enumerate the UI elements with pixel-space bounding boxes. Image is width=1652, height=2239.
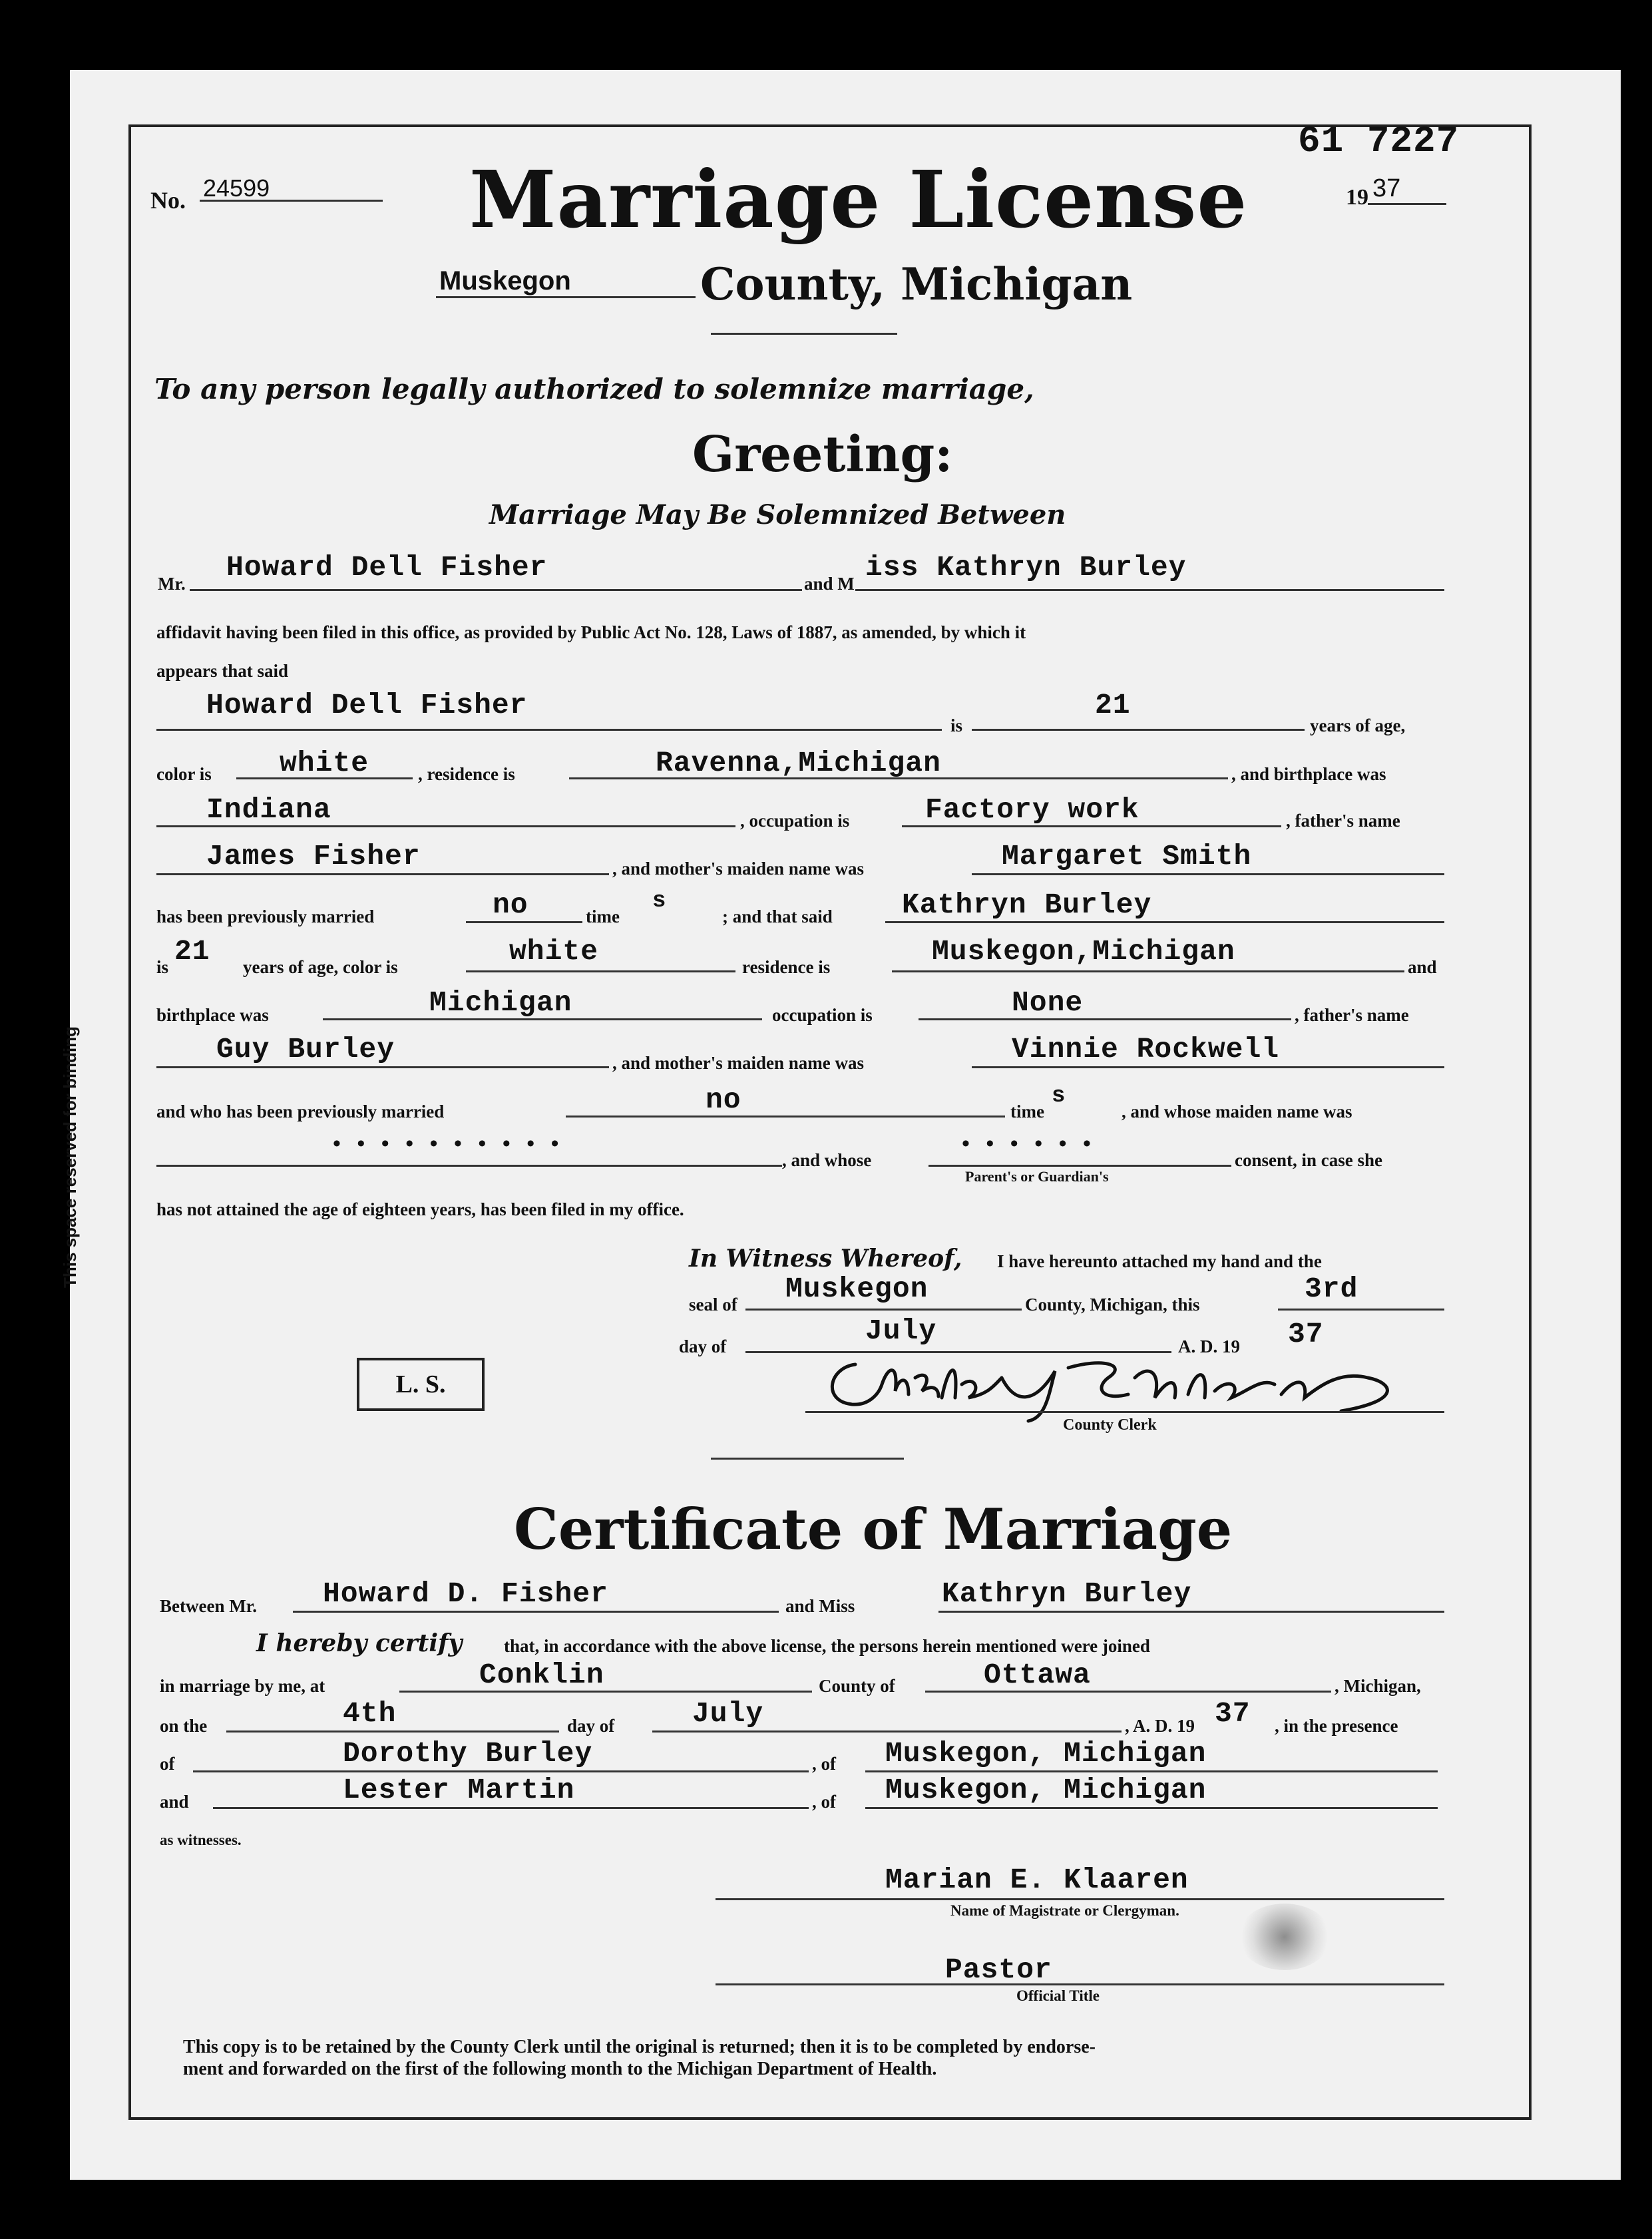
birthplace-was-label: birthplace was — [156, 1005, 269, 1025]
bride-mother: Vinnie Rockwell — [1012, 1033, 1280, 1066]
county-suffix: County, Michigan — [700, 258, 1133, 310]
cert-day: 4th — [343, 1697, 397, 1730]
witness1-name: Dorothy Burley — [343, 1737, 593, 1770]
witness-year: 37 — [1288, 1318, 1324, 1350]
years-of-age-label: years of age, — [1310, 715, 1406, 735]
license-no-label: No. — [150, 187, 186, 214]
address-line: To any person legally authorized to solemnize marriage, — [154, 373, 1034, 405]
and-whose-label: , and whose — [782, 1150, 872, 1170]
hereby-text: that, in accordance with the above license, the persons herein mentioned were joined — [504, 1636, 1150, 1656]
seal-box: L. S. — [357, 1358, 485, 1411]
groom-prev-married: no — [493, 889, 528, 921]
said-groom: Howard Dell Fisher — [206, 689, 528, 721]
occupation-label: , occupation is — [740, 811, 850, 831]
witness-day: 3rd — [1305, 1273, 1358, 1305]
county-of-label: County of — [819, 1676, 895, 1696]
official-title-value: Pastor — [945, 1953, 1052, 1986]
binding-note: This space reserved for binding — [60, 1026, 80, 1288]
consent-label: consent, in case she — [1235, 1150, 1382, 1170]
guardian-label: Parent's or Guardian's — [965, 1168, 1109, 1185]
cert-month: July — [692, 1697, 764, 1730]
cert-bride: Kathryn Burley — [942, 1577, 1192, 1610]
is-label-2: is — [156, 957, 169, 977]
and-miss-label: and M — [804, 574, 855, 594]
witness2-name: Lester Martin — [343, 1774, 575, 1806]
and-label-cert: and — [160, 1792, 189, 1812]
county-michigan-this: County, Michigan, this — [1025, 1295, 1200, 1315]
document-border — [128, 124, 1532, 2120]
bride-birthplace: Michigan — [429, 986, 572, 1019]
license-title: Marriage License — [469, 153, 1248, 246]
bride-said: Kathryn Burley — [902, 889, 1152, 921]
license-number: 24599 — [203, 174, 270, 202]
prev-married-label: has been previously married — [156, 907, 375, 926]
maiden-name-dots: • • • • • • • • • • — [333, 1131, 564, 1156]
cert-day-of-label: day of — [567, 1716, 615, 1736]
year-value: 37 — [1372, 174, 1401, 202]
appears-text: appears that said — [156, 661, 289, 681]
residence-label: , residence is — [418, 764, 515, 784]
occupation-label-2: occupation is — [772, 1005, 873, 1025]
bride-name: iss Kathryn Burley — [865, 551, 1187, 584]
smudge-mark — [1238, 1904, 1331, 1970]
cert-and-miss-label: and Miss — [785, 1596, 855, 1616]
groom-age: 21 — [1095, 689, 1131, 721]
groom-occupation: Factory work — [925, 793, 1139, 826]
fathers-name-label-2: , father's name — [1295, 1005, 1409, 1025]
year-prefix: 19 — [1346, 185, 1368, 210]
official-title-label: Official Title — [1016, 1987, 1100, 2004]
county-name: Muskegon — [439, 266, 571, 296]
who-prev-label: and who has been previously married — [156, 1102, 445, 1121]
hereby-certify: I hereby certify — [256, 1629, 463, 1657]
mr-label: Mr. — [158, 574, 186, 594]
bride-age: 21 — [174, 935, 210, 968]
witness-hand-text: I have hereunto attached my hand and the — [997, 1251, 1322, 1271]
day-of-label: day of — [679, 1336, 727, 1356]
cert-ad-label: , A. D. 19 — [1125, 1716, 1195, 1736]
witness-ad-label: A. D. 19 — [1178, 1336, 1240, 1356]
bride-prev-married: no — [706, 1084, 741, 1116]
groom-color: white — [280, 747, 369, 779]
times-label: time — [586, 907, 620, 926]
witness2-from: Muskegon, Michigan — [885, 1774, 1207, 1806]
bride-father: Guy Burley — [216, 1033, 395, 1066]
on-the-label: on the — [160, 1716, 208, 1736]
whose-maiden-label: , and whose maiden name was — [1122, 1102, 1352, 1121]
and-that-said-label: ; and that said — [722, 907, 833, 926]
guardian-dots: • • • • • • — [962, 1131, 1096, 1156]
michigan-label: , Michigan, — [1335, 1676, 1421, 1696]
footer-line-2: ment and forwarded on the first of the following month to the Michigan Department of Health. — [183, 2059, 937, 2079]
groom-birthplace: Indiana — [206, 793, 331, 826]
bride-occupation: None — [1012, 986, 1084, 1019]
certificate-title: Certificate of Marriage — [514, 1496, 1233, 1562]
footer-line-1: This copy is to be retained by the County Clerk until the original is returned; then it is to be completed by endorse- — [183, 2037, 1096, 2057]
fathers-name-label: , father's name — [1286, 811, 1400, 831]
clerk-label: County Clerk — [1063, 1416, 1157, 1434]
and-label: and — [1408, 957, 1437, 977]
cert-groom: Howard D. Fisher — [323, 1577, 608, 1610]
presence-label: , in the presence — [1275, 1716, 1398, 1736]
times-label-2: time — [1010, 1102, 1044, 1121]
birthplace-label: , and birthplace was — [1231, 764, 1386, 784]
groom-father: James Fisher — [206, 840, 421, 873]
times-s-2: s — [1052, 1084, 1066, 1109]
times-s: s — [652, 889, 667, 914]
witness-month: July — [865, 1315, 937, 1347]
bride-residence: Muskegon,Michigan — [932, 935, 1235, 968]
cert-place: Conklin — [479, 1659, 604, 1691]
groom-name: Howard Dell Fisher — [226, 551, 548, 584]
witness1-from: Muskegon, Michigan — [885, 1737, 1207, 1770]
residence-label-2: residence is — [742, 957, 831, 977]
as-witnesses: as witnesses. — [160, 1832, 242, 1848]
years-color-label: years of age, color is — [243, 957, 398, 977]
groom-residence: Ravenna,Michigan — [656, 747, 941, 779]
mothers-maiden-label-2: , and mother's maiden name was — [612, 1053, 865, 1073]
cert-between-label: Between Mr. — [160, 1596, 257, 1616]
bride-color: white — [509, 935, 599, 968]
corner-number: 61 7227 — [1298, 120, 1460, 162]
mothers-maiden-label: , and mother's maiden name was — [612, 859, 865, 879]
of-label-3: , of — [812, 1792, 836, 1812]
officiant-name: Marian E. Klaaren — [885, 1864, 1189, 1896]
groom-mother: Margaret Smith — [1002, 840, 1252, 873]
cert-year: 37 — [1215, 1697, 1251, 1730]
color-label: color is — [156, 764, 212, 784]
not-attained-text: has not attained the age of eighteen years, has been filed in my office. — [156, 1199, 684, 1219]
cert-county: Ottawa — [984, 1659, 1091, 1691]
affidavit-text: affidavit having been filed in this office, as provided by Public Act No. 128, Laws of 1887, as amended, by which it — [156, 622, 1026, 642]
is-label: is — [950, 715, 963, 735]
of-label: of — [160, 1754, 175, 1774]
between-heading: Marriage May Be Solemnized Between — [489, 499, 1066, 530]
officiant-label: Name of Magistrate or Clergyman. — [950, 1902, 1179, 1919]
seal-county: Muskegon — [785, 1273, 929, 1305]
in-witness: In Witness Whereof, — [689, 1245, 962, 1273]
in-marriage-label: in marriage by me, at — [160, 1676, 325, 1696]
seal-of-label: seal of — [689, 1295, 737, 1315]
greeting-heading: Greeting: — [692, 426, 953, 483]
of-label-2: , of — [812, 1754, 836, 1774]
